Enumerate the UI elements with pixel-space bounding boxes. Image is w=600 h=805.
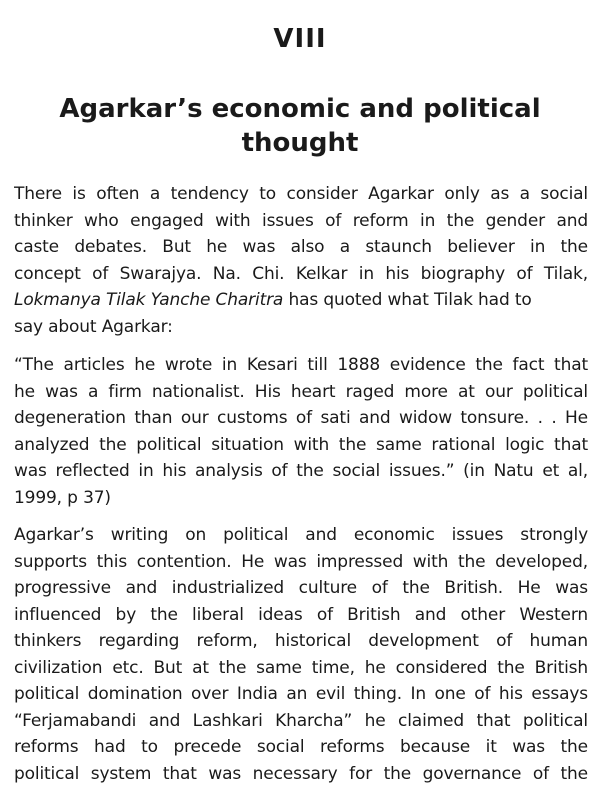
- chapter-number: VIII: [273, 24, 327, 54]
- text-line: influenced by the liberal ideas of British and other Western: [14, 604, 588, 625]
- quote-line: analyzed the political situation with the same rational logic that: [14, 434, 588, 455]
- text-line: political system that was necessary for the governance of the: [14, 763, 588, 784]
- text-line: “Ferjamabandi and Lashkari Kharcha” he claimed that political: [14, 710, 588, 731]
- text-line: say about Agarkar:: [14, 316, 173, 337]
- text-line: supports this contention. He was impressed with the developed,: [14, 551, 588, 572]
- text-line: reforms had to precede social reforms because it was the: [14, 737, 588, 757]
- text-line: thinkers regarding reform, historical development of human: [14, 631, 588, 651]
- paragraph-intro: [14, 181, 588, 340]
- book-title: Lokmanya Tilak Yanche Charitra: [14, 290, 284, 310]
- quotation-block: [14, 352, 588, 511]
- text-line: political domination over India an evil thing. In one of his essays: [14, 684, 588, 704]
- quote-line: 1999, p 37): [14, 487, 111, 508]
- text-line: caste debates. But he was also a staunch believer in the: [14, 237, 588, 257]
- text-line: thinker who engaged with issues of reform in the gender and: [14, 210, 588, 231]
- paragraph-political-thought: [14, 522, 588, 787]
- text-line: concept of Swarajya. Na. Chi. Kelkar in his biography of Tilak,: [14, 263, 588, 284]
- text-line: Agarkar’s writing on political and economic issues strongly: [14, 525, 588, 545]
- quote-line: was reflected in his analysis of the social issues.” (in Natu et al,: [14, 461, 588, 481]
- chapter-title: [40, 92, 560, 160]
- quote-line: he was a firm nationalist. His heart raged more at our political: [14, 381, 588, 402]
- chapter-title-line-2: thought: [241, 128, 359, 158]
- quote-line: degeneration than our customs of sati and widow tonsure. . . He: [14, 408, 588, 428]
- chapter-title-line-1: Agarkar’s economic and political: [59, 94, 541, 124]
- text-line: civilization etc. But at the same time, he considered the British: [14, 657, 588, 678]
- quote-line: “The articles he wrote in Kesari till 1888 evidence the fact that: [14, 355, 588, 375]
- text-line: progressive and industrialized culture of the British. He was: [14, 578, 588, 598]
- text-line-with-book-title: [14, 287, 588, 314]
- text-line: There is often a tendency to consider Agarkar only as a social: [14, 184, 588, 204]
- text-line-tail: has quoted what Tilak had to: [288, 290, 532, 310]
